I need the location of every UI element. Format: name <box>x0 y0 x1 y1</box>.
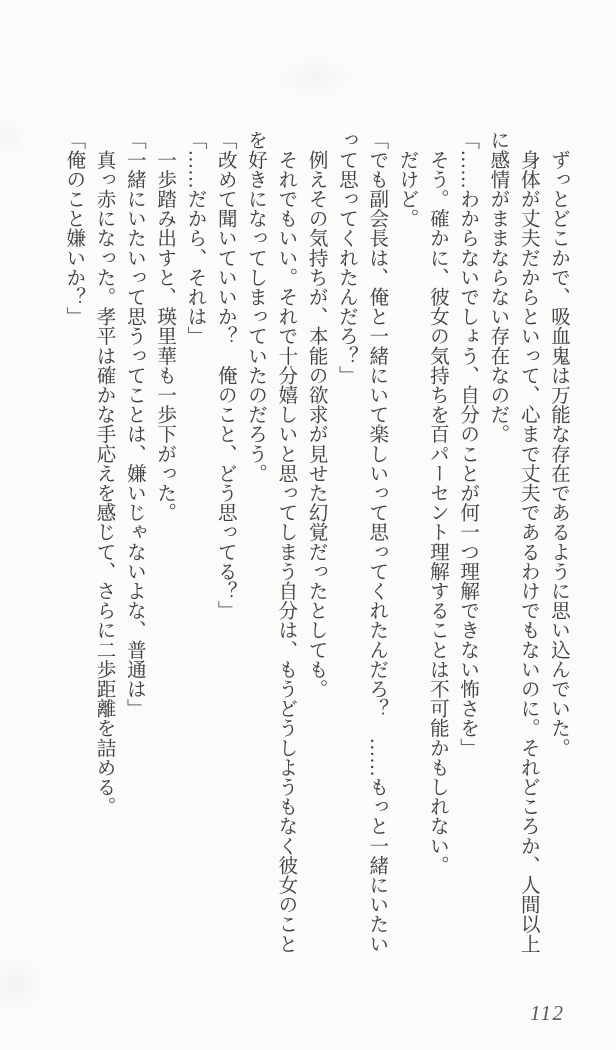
text-line: 例えその気持ちが、本能の欲求が見せた幻覚だったとしても。 <box>305 130 327 699</box>
text-line: 身体が丈夫だからといって、心まで丈夫であるわけでもないのに。それどころか、人間以上 <box>517 130 539 954</box>
page-text-vertical <box>58 130 573 954</box>
text-line: 一歩踏み出すと、瑛里華も一歩下がった。 <box>154 130 176 522</box>
scan-smudge <box>0 118 27 158</box>
scan-smudge <box>0 955 43 1015</box>
text-line: だけど。 <box>396 130 418 228</box>
text-line: 「一緒にいたいって思うってことは、嫌いじゃないよな、普通は」 <box>123 130 145 718</box>
text-line: 「改めて聞いていいか？ 俺のこと、どう思ってる？」 <box>214 130 236 620</box>
text-line: ずっとどこかで、吸血鬼は万能な存在であるように思い込んでいた。 <box>548 130 569 758</box>
text-line: 真っ赤になった。孝平は確かな手応えを感じて、さらに二歩距離を詰める。 <box>93 130 115 816</box>
text-line: 「……わからないでしょう、自分のことが何一つ理解できない怖さを」 <box>457 130 479 758</box>
scan-smudge <box>275 55 355 100</box>
text-line: それでもいい。それで十分嬉しいと思ってしまう自分は、もうどうしようもなく彼女のこと <box>275 130 297 954</box>
text-line: に感情がままならない存在なのだ。 <box>487 130 509 444</box>
text-line: そう。確かに、彼女の気持ちを百パーセント理解することは不可能かもしれない。 <box>426 130 448 875</box>
text-line: 「……だから、それは」 <box>184 130 206 346</box>
text-line: って思ってくれたんだろ？」 <box>335 130 357 385</box>
text-line: を好きになってしまっていたのだろう。 <box>245 130 267 483</box>
text-line: 「俺のこと嫌いか？」 <box>63 130 85 326</box>
text-line: 「でも副会長は、俺と一緒にいて楽しいって思ってくれたんだろ？ ……もっと一緒にいたい <box>366 130 388 954</box>
page-number: 112 <box>530 1001 565 1025</box>
